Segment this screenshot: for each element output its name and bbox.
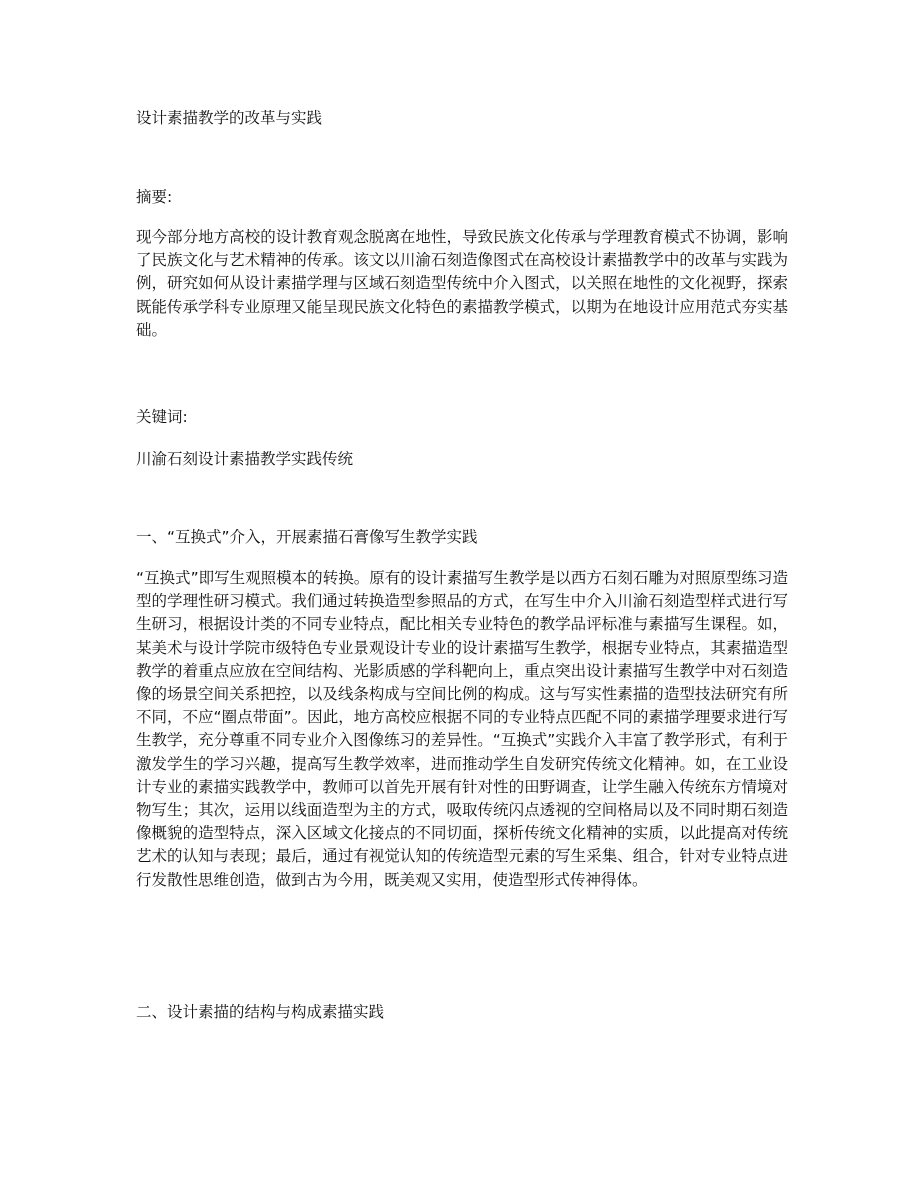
section-1-text: “互换式”即写生观照模本的转换。原有的设计素描写生教学是以西方石刻石雕为对照原型练习造型的学理性研习模式。我们通过转换造型参照品的方式，在写生中介入川渝石刻造型样式进行写生研习，根据设计类的不同专业特点，配比相关专业特色的教学品评标准与素描写生课程。如，某美术与设计学院市级特色专业景观设计专业的设计素描写生教学，根据专业特点，其素描造型教学的着重点应放在空间结构、光影质感的学科靶向上，重点突出设计素描写生教学中对石刻造像的场景空间关系把控，以及线条构成与空间比例的构成。这与写实性素描的造型技法研究有所不同，不应“圈点带面”。因此，地方高校应根据不同的专业特点匹配不同的素描学理要求进行写生教学，充分尊重不同专业介入图像练习的差异性。“互换式”实践介入丰富了教学形式，有利于激发学生的学习兴趣，提高写生教学效率，进而推动学生自发研究传统文化精神。如，在工业设计专业的素描实践教学中，教师可以首先开展有针对性的田野调查，让学生融入传统东方情境对物写生；其次，运用以线面造型为主的方式，吸取传统闪点透视的空间格局以及不同时期石刻造像概貌的造型特点，深入区域文化接点的不同切面，探析传统文化精神的实质，以此提高对传统艺术的认知与表现；最后，通过有视觉认知的传统造型元素的写生采集、组合，针对专业特点进行发散性思维创造，做到古为今用，既美观又实用，使造型形式传神得体。 [136,569,788,889]
section-2-heading: 二、设计素描的结构与构成素描实践 [136,1003,385,1021]
document-title: 设计素描教学的改革与实践 [136,109,323,127]
keywords-text: 川渝石刻设计素描教学实践传统 [136,450,354,468]
abstract-label: 摘要: [136,188,173,206]
section-1-heading: 一、“互换式”介入，开展素描石膏像写生教学实践 [136,528,478,546]
keywords-label: 关键词: [136,408,188,426]
abstract-text: 现今部分地方高校的设计教育观念脱离在地性，导致民族文化传承与学理教育模式不协调，影响了民族文化与艺术精神的传承。该文以川渝石刻造像图式在高校设计素描教学中的改革与实践为例，研究如何从设计素描学理与区域石刻造型传统中介入图式，以关照在地性的文化视野，探索既能传承学科专业原理又能呈现民族文化特色的素描教学模式，以期为在地设计应用范式夯实基础。 [136,228,788,339]
